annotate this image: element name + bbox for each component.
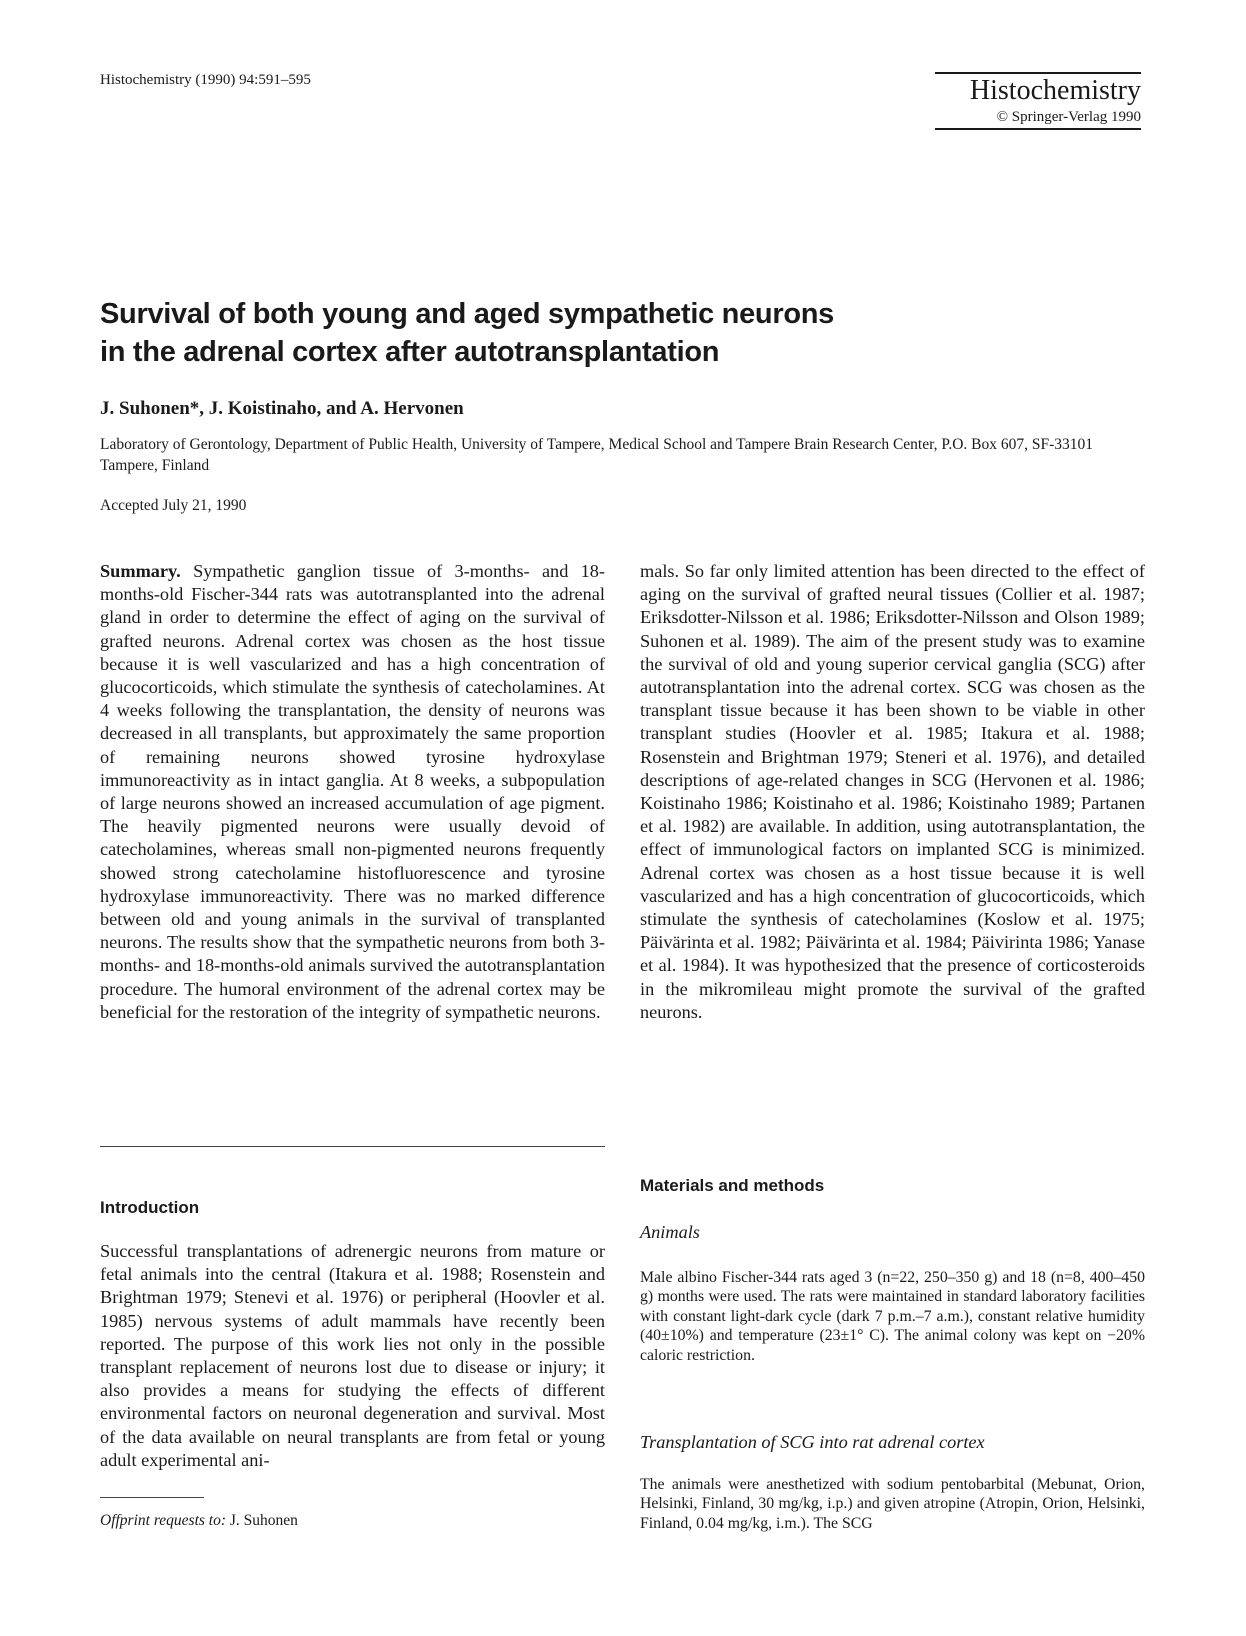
transplantation-text: The animals were anesthetized with sodium pentobarbital (Mebunat, Orion, Helsinki, Finland, 30 mg/kg, i.p.) and given atropine (Atropin, Orion, Helsinki, Finland, 0.04 mg/kg, i.m.). The SCG [640,1476,1145,1532]
introduction-heading: Introduction [100,1198,200,1217]
title-line-2: in the adrenal cortex after autotransplantation [100,336,720,368]
journal-copyright: © Springer-Verlag 1990 [996,109,1141,125]
article-title [100,295,1140,371]
introduction-continuation: mals. So far only limited attention has been directed to the effect of aging on the survival of grafted neural tissues (Collier et al. 1987; Eriksdotter-Nilsson et al. 1986; Eriksdotter-Nilsson and Olson 1989; Suhonen et al. 1989). The aim of the present study was to examine the survival of old and young superior cervical ganglia (SCG) after autotransplantation into the adrenal cortex. SCG was chosen as the transplant tissue because it has been shown to be viable in other transplant studies (Hoovler et al. 1985; Itakura et al. 1988; Rosenstein and Brightman 1979; Steneri et al. 1976), and detailed descriptions of age-related changes in SCG (Hervonen et al. 1986; Koistinaho 1986; Koistinaho et al. 1986; Koistinaho 1989; Partanen et al. 1982) are available. In addition, using autotransplantation, the effect of immunological factors on implanted SCG is minimized. Adrenal cortex was chosen as a host tissue because it is well vascularized and has a high concentration of glucocorticoids, which stimulate the synthesis of catecholamines (Koslow et al. 1975; Päivärinta et al. 1982; Päivärinta et al. 1984; Päivirinta 1986; Yanase et al. 1984). It was hypothesized that the presence of corticosteroids in the mikromileau might promote the survival of the grafted neurons. [640,561,1145,1022]
footnote-name: J. Suhonen [229,1512,298,1529]
journal-masthead [935,72,1141,126]
transplantation-subheading: Transplantation of SCG into rat adrenal cortex [640,1432,985,1452]
footnote [100,1512,298,1530]
affiliation: Laboratory of Gerontology, Department of Public Health, University of Tampere, Medical School and Tampere Brain Research Center, P.O. Box 607, SF-33101 Tampere, Finland [100,436,1093,474]
authors: J. Suhonen*, J. Koistinaho, and A. Hervonen [100,398,464,419]
accepted-date: Accepted July 21, 1990 [100,497,247,514]
title-line-1: Survival of both young and aged sympathetic neurons [100,298,834,330]
footnote-label: Offprint requests to: [100,1512,227,1529]
footnote-rule [100,1497,204,1498]
journal-name: Histochemistry [969,75,1141,106]
summary-label: Summary. [100,561,181,581]
journal-bottom-rule [935,128,1141,130]
summary-text: Sympathetic ganglion tissue of 3-months- and 18-months-old Fischer-344 rats was autotransplanted into the adrenal gland in order to determine the effect of aging on the survival of grafted neurons. Adrenal cortex was chosen as the host tissue because it is well vascularized and has a high concentration of glucocorticoids, which stimulate the synthesis of catecholamines. At 4 weeks following the transplantation, the density of neurons was decreased in all transplants, but approximately the same proportion of remaining neurons showed tyrosine hydroxylase immunoreactivity as in intact ganglia. At 8 weeks, a subpopulation of large neurons showed an increased accumulation of age pigment. The heavily pigmented neurons were usually devoid of catecholamines, whereas small non-pigmented neurons frequently showed strong catecholamine histofluorescence and tyrosine hydroxylase immunoreactivity. There was no marked difference between old and young animals in the survival of transplanted neurons. The results show that the sympathetic neurons from both 3-months- and 18-months-old animals survived the autotransplantation procedure. The humoral environment of the adrenal cortex may be beneficial for the restoration of the integrity of sympathetic neurons. [100,561,605,1022]
column-divider-rule [100,1146,605,1147]
journal-citation: Histochemistry (1990) 94:591–595 [100,72,311,88]
summary-paragraph [100,560,605,1024]
introduction-text: Successful transplantations of adrenergic neurons from mature or fetal animals into the central (Itakura et al. 1988; Rosenstein and Brightman 1979; Stenevi et al. 1976) or peripheral (Hoovler et al. 1985) nervous systems of adult mammals have recently been reported. The purpose of this work lies not only in the possible transplant replacement of neurons lost due to disease or injury; it also provides a means for studying the effects of different environmental factors on neuronal degeneration and survival. Most of the data available on neural transplants are from fetal or young adult experimental ani- [100,1241,605,1470]
animals-subheading: Animals [640,1222,700,1242]
animals-text: Male albino Fischer-344 rats aged 3 (n=22, 250–350 g) and 18 (n=8, 400–450 g) months were used. The rats were maintained in standard laboratory facilities with constant light-dark cycle (dark 7 p.m.–7 a.m.), constant relative humidity (40±10%) and temperature (23±1° C). The animal colony was kept on −20% caloric restriction. [640,1269,1145,1364]
methods-heading: Materials and methods [640,1176,825,1195]
